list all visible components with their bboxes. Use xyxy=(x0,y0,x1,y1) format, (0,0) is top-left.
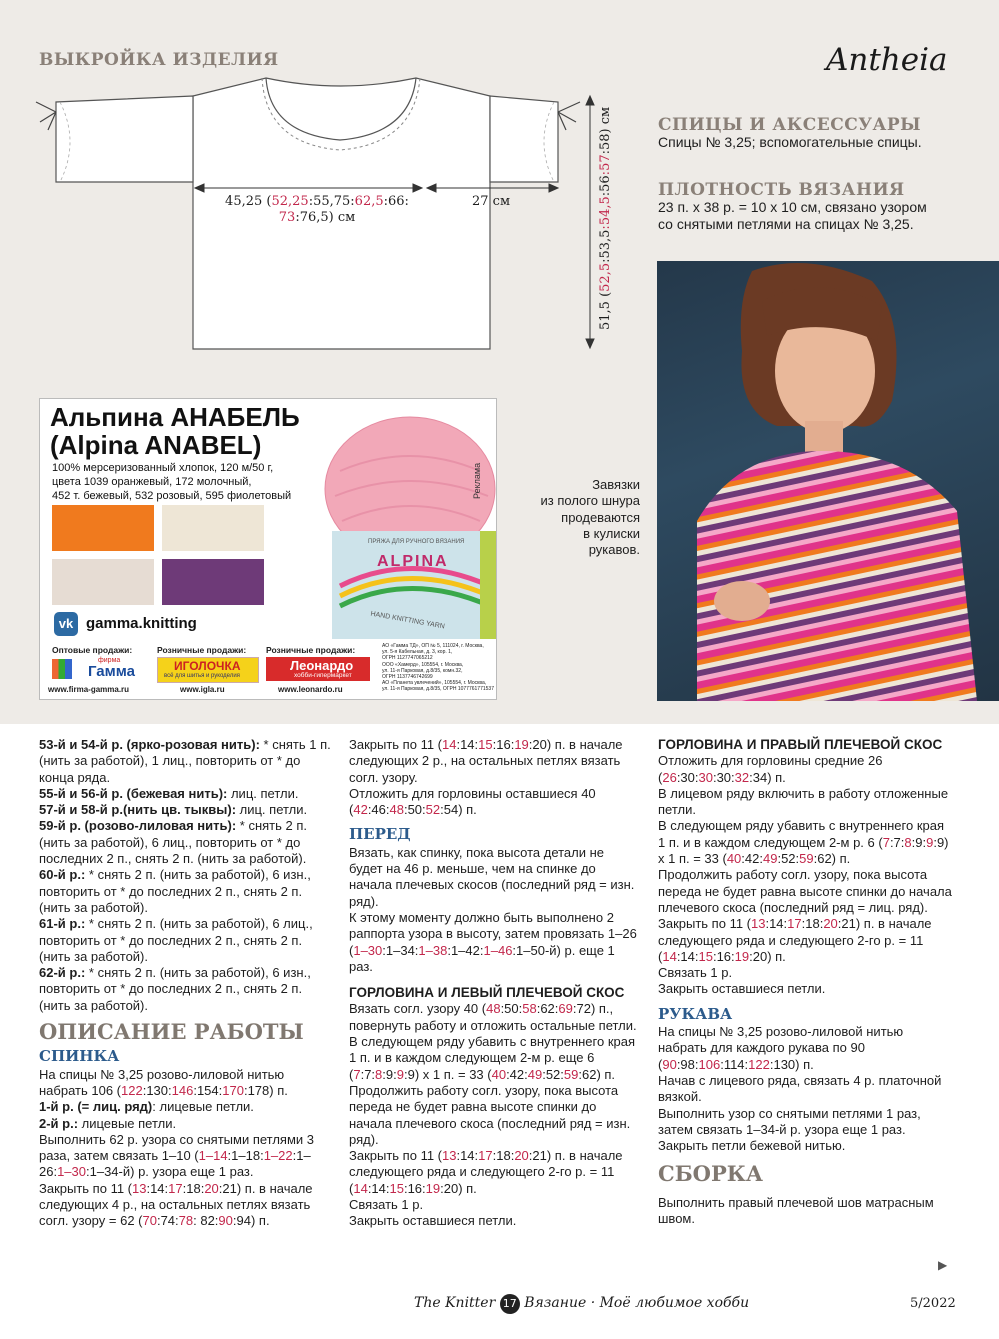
row-60: 60-й р.: * снять 2 п. (нить за работой), 6 изн., повторить от * до последних 2 п., снять 2 п. (нить за работой). xyxy=(39,867,311,915)
neck-left-title: ГОРЛОВИНА И ЛЕВЫЙ ПЛЕЧЕВОЙ СКОС xyxy=(349,985,625,1001)
row-57-58: 57-й и 58-й р.(нить цв. тыквы): лиц. петли. xyxy=(39,802,308,818)
vk-icon: vk xyxy=(54,612,78,636)
neck-left-text-1: Вязать согл. узору 40 (48:50:58:62:69:72) п., повернуть работу и отложить остальные петли. xyxy=(349,1001,637,1033)
sleeves-text-3: Выполнить узор со снятыми петлями 1 раз, затем связать 1–34-й р. узора еще 1 раз. xyxy=(658,1105,921,1137)
url-gamma[interactable]: www.firma-gamma.ru xyxy=(48,685,130,694)
assembly-title: СБОРКА xyxy=(658,1161,763,1187)
swatch-milk xyxy=(162,505,264,551)
supplies-title: СПИЦЫ И АКСЕССУАРЫ xyxy=(658,115,922,135)
row-62: 62-й р.: * снять 2 п. (нить за работой), 6 изн., повторить от * до последних 2 п., снять 2 п. (нить за работой). xyxy=(39,965,311,1013)
neck-right-text-5: Закрыть по 11 (13:14:17:18:20:21) п. в начале следующего ряда и следующего 2-го р. = 11 (14:14:15:16:19:20) п. xyxy=(658,916,932,964)
back-cast-on: На спицы № 3,25 розово-лиловой нитью набрать 106 (122:130:146:154:170:178) п. xyxy=(39,1066,288,1098)
work-description-title: ОПИСАНИЕ РАБОТЫ xyxy=(39,1019,304,1045)
wholesale-label: Оптовые продажи: xyxy=(52,645,133,655)
back-neckline: Отложить для горловины оставшиеся 40 (42:46:48:50:52:54) п. xyxy=(349,785,596,818)
row-61: 61-й р.: * снять 2 п. (нить за работой), 6 лиц., повторить от * до последних 2 п., снять 2 п. (нить за работой). xyxy=(39,916,313,964)
neck-left-text-6: Закрыть оставшиеся петли. xyxy=(349,1213,517,1229)
leonardo-logo: Леонардо хобби-гипермаркет xyxy=(266,657,370,681)
swatch-beige xyxy=(52,559,154,605)
neck-right-text-4: Продолжить работу согл. узору, пока высота переда не будет равна высоте спинки до начала плечевого скоса (последний ряд = лиц. ряд). xyxy=(658,867,952,915)
sleeves-title: РУКАВА xyxy=(658,1004,733,1023)
assembly-text: Выполнить правый плечевой шов матрасным швом. xyxy=(658,1194,934,1227)
swatch-orange xyxy=(52,505,154,551)
row-53-54: 53-й и 54-й р. (ярко-розовая нить): * снять 1 п. (нить за работой), 1 лиц., повторить от * до конца ряда. xyxy=(39,737,331,785)
neck-right-text-2: В лицевом ряду включить в работу отложенные петли. xyxy=(658,785,949,818)
back-close-shoulders: Закрыть по 11 (14:14:15:16:19:20) п. в начале следующих 2 р., на остальных петлях вязать согл. узору. xyxy=(349,737,623,785)
column-3 xyxy=(658,737,954,1227)
section-title: ВЫКРОЙКА ИЗДЕЛИЯ xyxy=(39,50,279,70)
sleeves-text-4: Закрыть петли бежевой нитью. xyxy=(658,1138,846,1154)
gauge-title: ПЛОТНОСТЬ ВЯЗАНИЯ xyxy=(658,180,905,200)
neck-right-text-3: В следующем ряду убавить с внутреннего края 1 п. и в каждом следующем 2-м р. 6 (7:7:8:9:9:9) х 1 п. = 33 (40:42:49:52:59:62) п. xyxy=(658,818,949,867)
front-text-1: Вязать, как спинку, пока высота детали не будет на 46 р. меньше, чем на спинке до начала плечевых скосов (последний ряд = изн. ряд). xyxy=(349,844,635,909)
retail-label-1: Розничные продажи: xyxy=(157,645,247,655)
footer-magazine: The Knitter 17 Вязание · Моё любимое хобби xyxy=(414,1294,749,1314)
ad-title: Альпина АНАБЕЛЬ (Alpina ANABEL) xyxy=(50,402,300,460)
back-pattern: Выполнить 62 р. узора со снятыми петлями 3 раза, затем связать 1–10 (1–14:1–18:1–22:1–26:1–30:1–34-й) р. узора еще 1 раз. xyxy=(39,1131,314,1180)
back-shoulders: Закрыть по 11 (13:14:17:18:20:21) п. в начале следующих 4 р., на остальных петлях вязать согл. узору = 62 (70:74:78: 82:90:94) п. xyxy=(39,1180,313,1229)
vk-name[interactable]: gamma.knitting xyxy=(86,615,197,632)
photo-caption: Завязки из полого шнура продеваются в кулиски рукавов. xyxy=(540,477,640,558)
ball-sub-text: HAND KNITTING YARN xyxy=(369,610,446,631)
row-59: 59-й р. (розово-лиловая нить): * снять 2 п. (нить за работой), 6 лиц., повторить от * до последних 2 п., снять 2 п. (нить за работой). xyxy=(39,818,307,867)
url-leonardo[interactable]: www.leonardo.ru xyxy=(278,685,343,694)
next-page-arrow-icon[interactable]: ▶ xyxy=(938,1258,948,1272)
retail-label-2: Розничные продажи: xyxy=(266,645,356,655)
ad-reklama: Реклама xyxy=(472,462,482,499)
swatch-violet xyxy=(162,559,264,605)
footer-issue: 5/2022 xyxy=(910,1296,956,1311)
neck-left-text-2: В следующем ряду убавить с внутреннего края 1 п. и в каждом следующем 2-м р. еще 6 (7:7:8:9:9:9) х 1 п. = 33 (40:42:49:52:59:62) п. xyxy=(349,1034,636,1082)
page-number-badge: 17 xyxy=(500,1294,520,1314)
neck-right-text-7: Закрыть оставшиеся петли. xyxy=(658,981,826,997)
sleeves-text-2: Начав с лицевого ряда, связать 4 р. платочной вязкой. xyxy=(658,1072,942,1105)
yarn-advertisement xyxy=(39,398,497,700)
igolochka-logo: ИГОЛОЧКА всё для шитья и рукоделия xyxy=(157,657,259,683)
ball-top-text: ПРЯЖА ДЛЯ РУЧНОГО ВЯЗАНИЯ xyxy=(368,539,465,545)
neck-right-text-1: Отложить для горловины средние 26 (26:30:30:30:32:34) п. xyxy=(658,753,883,785)
front-text-2: К этому моменту должно быть выполнено 2 раппорта узора в высоту, затем провязать 1–26 (1–30:1–34:1–38:1–42:1–46:1–50-й) р. еще 1 раз. xyxy=(349,909,637,974)
url-igla[interactable]: www.igla.ru xyxy=(180,685,225,694)
back-title: СПИНКА xyxy=(39,1047,120,1066)
brand-title: Antheia xyxy=(826,42,948,78)
neck-right-text-6: Связать 1 р. xyxy=(658,965,733,981)
sleeve-measurement: 27 см xyxy=(472,194,511,209)
neck-left-text-4: Закрыть по 11 (13:14:17:18:20:21) п. в начале следующего ряда и следующего 2-го р. = 11 (14:14:15:16:19:20) п. xyxy=(349,1148,623,1196)
ad-description: 100% мерсеризованный хлопок, 120 м/50 г, цвета 1039 оранжевый, 172 молочный, 452 т. бежевый, 532 розовый, 595 фиолетовый xyxy=(52,462,292,502)
row-55-56: 55-й и 56-й р. (бежевая нить): лиц. петли. xyxy=(39,785,299,801)
neck-right-title: ГОРЛОВИНА И ПРАВЫЙ ПЛЕЧЕВОЙ СКОС xyxy=(658,737,943,752)
gauge-text: 23 п. х 38 р. = 10 х 10 см, связано узором со снятыми петлями на спицах № 3,25. xyxy=(658,199,927,232)
yarn-ball-icon xyxy=(320,411,497,641)
neck-left-text-3: Продолжить работу согл. узору, пока высота переда не будет равна высоте спинки до начала плечевого скоса (последний ряд = изн. ряд). xyxy=(349,1082,631,1147)
sleeves-text-1: На спицы № 3,25 розово-лиловой нитью набрать для каждого рукава по 90 (90:98:106:114:122:130) п. xyxy=(658,1024,904,1072)
model-photo-illustration xyxy=(657,261,999,701)
back-row-1: 1-й р. (= лиц. ряд): лицевые петли. xyxy=(39,1099,254,1115)
neck-left-text-5: Связать 1 р. xyxy=(349,1197,424,1213)
ad-legal: АО «Гамма ТД», ОП № 5, 111024, г. Москва, ул. 5-я Кабельная, д. 3, кор. 1, ОГРН 1127747065212 ООО «Хамерд», 105554, г. Москва, ул. 11-я Парковая, д.8/35, комн.32, ОГРН 1137746742699 АО «Планета увлечений», 105554, г. Москва, ул. 11-я Парковая, д.8/35, ОГРН 1077761771537 xyxy=(382,643,494,693)
column-1 xyxy=(39,737,331,1230)
gamma-logo: фирма Гамма xyxy=(52,657,148,681)
back-row-2: 2-й р.: лицевые петли. xyxy=(39,1115,177,1131)
ball-brand: ALPINA xyxy=(377,553,449,570)
model-photo xyxy=(657,261,999,701)
height-measurement: 51,5 (52,5:53,5:54,5:56:57:58) см xyxy=(598,106,613,330)
width-measurement: 45,25 (52,25:55,75:62,5:66: 73:76,5) см xyxy=(225,194,409,225)
supplies-text: Спицы № 3,25; вспомогательные спицы. xyxy=(658,134,922,150)
front-title: ПЕРЕД xyxy=(349,825,411,844)
column-2 xyxy=(349,737,641,1230)
